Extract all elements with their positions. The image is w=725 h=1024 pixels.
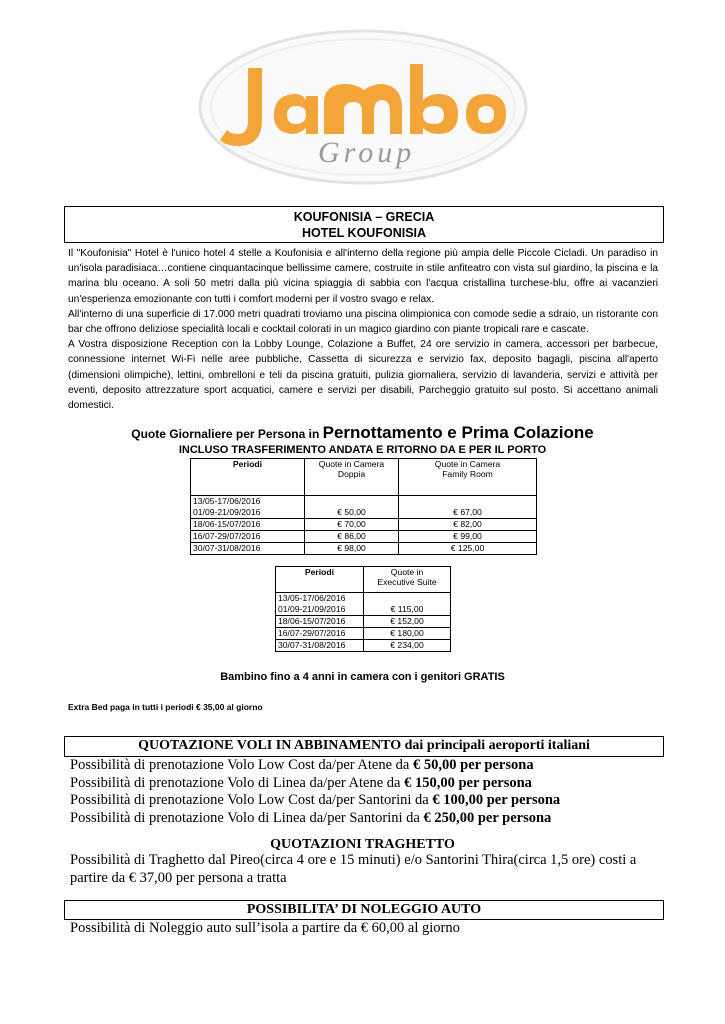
table-row: 30/07-31/08/2016 € 234,00 xyxy=(276,640,451,652)
ferry-text: Possibilità di Traghetto dal Pireo(circa 4 ore e 15 minuti) e/o Santorini Thira(circa 1,5 ore) costi a partire da € 37,00 per persona a tratta xyxy=(70,852,637,886)
table-row: 18/06-15/07/2016 € 152,00 xyxy=(276,616,451,628)
table-row: 16/07-29/07/2016 € 180,00 xyxy=(276,628,451,640)
quote-heading-small: Quote Giornaliere per Persona in xyxy=(131,427,323,441)
price-table-rooms xyxy=(190,458,537,555)
table-header: Quote in Camera Doppia xyxy=(305,459,399,496)
table-cell: € 50,00 xyxy=(305,496,399,519)
table-header: Quote in Executive Suite xyxy=(364,567,451,593)
flights-title: QUOTAZIONE VOLI IN ABBINAMENTO xyxy=(138,738,402,753)
svg-text:Group: Group xyxy=(318,136,416,169)
car-rental-title-box xyxy=(64,900,664,920)
car-rental-title: POSSIBILITA’ DI NOLEGGIO AUTO xyxy=(246,902,482,917)
flights-title-box xyxy=(64,736,664,757)
description-paragraph: A Vostra disposizione Reception con la Lobby Lounge, Colazione a Buffet, 24 ore servizio in camera, accessori per barbecue, connessione internet Wi-Fi nelle aree pubbliche, Cassetta di sicurezza e servizio fax, deposito bagagli, piscina all'aperto (dimensioni olimpiche), lettini, ombrelloni e teli da piscina gratuiti, pulizia giornaliera, servizio di lavanderia, servizi e attività per eventi, deposito attrezzature sport acquatici, camere e servizi per disabili, Parcheggio gratuito sul posto. Si accettano animali domestici. xyxy=(68,339,658,412)
quote-heading-big: Pernottamento e Prima Colazione xyxy=(322,423,594,442)
jambo-group-logo xyxy=(196,28,530,186)
hotel-description xyxy=(68,246,658,413)
table-header: Quote in Camera Family Room xyxy=(399,459,537,496)
extra-bed-note: Extra Bed paga in tutti i periodi € 35,00 al giorno xyxy=(68,702,263,712)
flight-option: Possibilità di prenotazione Volo Low Cost da/per Atene da € 50,00 per persona xyxy=(70,757,534,773)
table-row: 16/07-29/07/2016 € 86,00 € 99,00 xyxy=(191,531,537,543)
flights-title-rest: dai principali aeroporti italiani xyxy=(401,738,590,753)
table-cell: 13/05-17/06/2016 01/09-21/09/2016 xyxy=(276,593,364,616)
table-cell: 13/05-17/06/2016 01/09-21/09/2016 xyxy=(191,496,305,519)
flight-option: Possibilità di prenotazione Volo di Linea da/per Santorini da € 250,00 per persona xyxy=(70,809,552,826)
table-cell: € 115,00 xyxy=(364,593,451,616)
table-header: Periodi xyxy=(276,567,364,593)
logo-graphic xyxy=(196,28,530,186)
title-hotel: HOTEL KOUFONISIA xyxy=(301,226,427,240)
description-paragraph: All'interno di una superficie di 17.000 metri quadrati troviamo una piscina olimpionica con comode sedie a sdraio, un ristorante con bar che offrono deliziose specialità locali e cocktail colorati in un magico giardino con piante tropicali rare e cascate. xyxy=(68,308,658,336)
quote-heading xyxy=(0,423,725,443)
table-row: 18/06-15/07/2016 € 70,00 € 82,00 xyxy=(191,519,537,531)
flight-option: Possibilità di prenotazione Volo Low Cost da/per Santorini da € 100,00 per persona xyxy=(70,792,561,808)
description-paragraph: Il "Koufonisia" Hotel è l'unico hotel 4 stelle a Koufonisia e all'interno della regione più ampia delle Piccole Cicladi. Un paradiso in un'isola paradisiaca…contiene cinquantacinque bellissime camere, costruite in stile anfiteatro con vista sul giardino, la piscina e la marina blu oceano. A soli 50 metri dalla più vicina spiaggia di sabbia con l'acqua cristallina turchese-blu, offre ai vacanzieri un'esperienza emozionante con tutti i comfort moderni per il vostro svago e relax. xyxy=(68,248,658,305)
title-box xyxy=(64,206,664,243)
title-destination: KOUFONISIA – GRECIA xyxy=(293,210,435,224)
ferry-title: QUOTAZIONI TRAGHETTO xyxy=(270,837,455,852)
transfer-included: INCLUSO TRASFERIMENTO ANDATA E RITORNO DA E PER IL PORTO xyxy=(178,444,547,456)
flights-list xyxy=(70,757,560,827)
table-row: 30/07-31/08/2016 € 98,00 € 125,00 xyxy=(191,543,537,555)
table-header: Periodi xyxy=(191,459,305,496)
table-cell: € 67,00 xyxy=(399,496,537,519)
child-free-note: Bambino fino a 4 anni in camera con i genitori GRATIS xyxy=(220,671,505,683)
price-table-suite xyxy=(275,566,451,652)
flight-option: Possibilità di prenotazione Volo di Linea da/per Atene da € 150,00 per persona xyxy=(70,774,532,791)
car-rental-text: Possibilità di Noleggio auto sull’isola a partire da € 60,00 al giorno xyxy=(70,920,460,936)
